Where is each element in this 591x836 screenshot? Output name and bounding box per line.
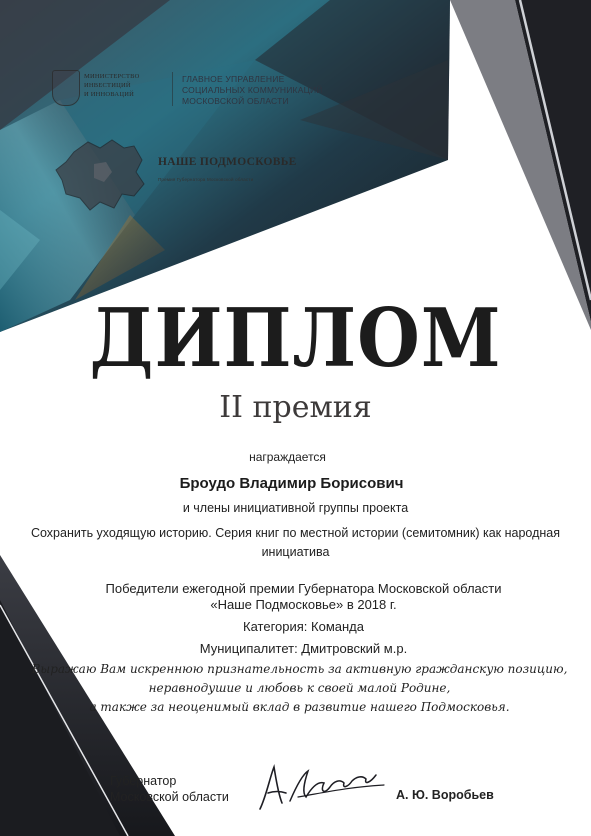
position-line: Губернатор — [110, 774, 177, 788]
ministry-line: ИНВЕСТИЦИЙ — [84, 82, 131, 89]
project-line: Сохранить уходящую историю. Серия книг по местной истории (семитомник) как народная — [30, 526, 561, 540]
awarded-label: награждается — [249, 450, 326, 464]
department-line: ГЛАВНОЕ УПРАВЛЕНИЕ — [182, 74, 285, 84]
gratitude-text — [4, 660, 591, 717]
ministry-line: И ИННОВАЦИЙ — [84, 91, 134, 98]
department-line: СОЦИАЛЬНЫХ КОММУНИКАЦИЙ — [182, 85, 323, 95]
gratitude-line: Выражаю Вам искреннюю признательность за активную гражданскую позицию, — [31, 662, 568, 676]
coat-of-arms-icon — [52, 70, 80, 106]
municipality-line: Муниципалитет: Дмитровский м.р. — [199, 641, 408, 656]
gratitude-line: а также за неоценимый вклад в развитие нашего Подмосковья. — [89, 700, 510, 714]
award-brand-title: НАШЕ ПОДМОСКОВЬЕ — [158, 156, 297, 168]
members-line: и члены инициативной группы проекта — [182, 501, 409, 515]
department-name — [182, 74, 342, 107]
recipient-name: Броудо Владимир Борисович — [179, 475, 404, 492]
category-line: Категория: Команда — [243, 619, 364, 634]
moscow-region-map-icon — [54, 134, 149, 214]
header-logos — [52, 70, 332, 130]
winners-text — [8, 581, 591, 613]
project-name — [0, 524, 591, 562]
project-line: инициатива — [261, 545, 330, 559]
position-line: Московской области — [110, 790, 229, 804]
winners-line: Победители ежегодной премии Губернатора Московской области — [105, 581, 502, 596]
ministry-name — [84, 72, 166, 99]
winners-line: «Наше Подмосковье» в 2018 г. — [210, 597, 397, 612]
logo-divider — [172, 72, 173, 106]
gratitude-line: неравнодушие и любовь к своей малой Родине, — [148, 681, 451, 695]
award-brand-subtitle: Премия Губернатора Московской области — [158, 177, 254, 182]
ministry-line: МИНИСТЕРСТВО — [84, 73, 140, 80]
signatory-position — [110, 773, 250, 805]
prize-level: II премия — [219, 390, 372, 425]
diploma-title: ДИПЛОМ — [89, 289, 502, 386]
handwritten-signature — [252, 757, 392, 817]
signatory-name: А. Ю. Воробьев — [396, 788, 494, 802]
department-line: МОСКОВСКОЙ ОБЛАСТИ — [182, 96, 289, 106]
